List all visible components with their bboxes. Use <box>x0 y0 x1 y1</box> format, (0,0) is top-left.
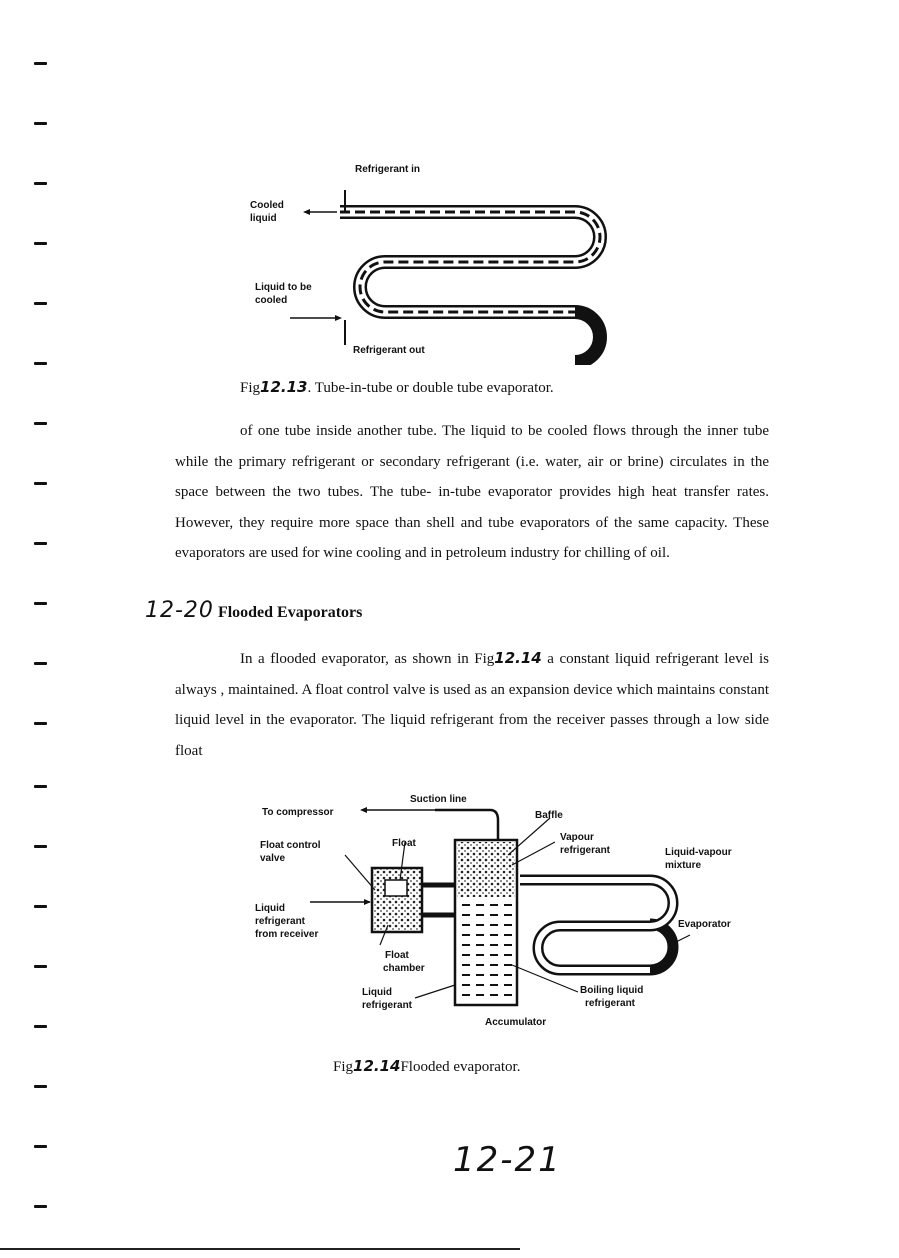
section-number: 12-20 <box>145 598 214 623</box>
label-liquid-refrigerant: refrigerant <box>362 1000 413 1011</box>
margin-dash <box>34 542 47 545</box>
flooded-evaporator-diagram <box>250 780 780 1035</box>
label-suction-line: Suction line <box>410 794 467 805</box>
margin-dash <box>34 662 47 665</box>
tube-in-tube-evaporator-diagram <box>245 150 625 365</box>
figure-1-caption: Fig12.13. Tube-in-tube or double tube evaporator. <box>240 378 554 396</box>
page-number: 12-21 <box>453 1140 562 1180</box>
label-to-compressor: To compressor <box>262 807 334 818</box>
leader-line <box>345 855 375 890</box>
margin-dash <box>34 122 47 125</box>
leader-line <box>508 818 550 855</box>
margin-dash <box>34 1085 47 1088</box>
suction-line <box>435 810 498 840</box>
vapour-region <box>457 842 515 897</box>
margin-dash <box>34 785 47 788</box>
outer-tube-gap <box>340 212 600 312</box>
label-cooled-liquid: liquid <box>250 213 277 224</box>
figure-reference: 12.14 <box>494 649 542 667</box>
label-vapour-refrigerant: refrigerant <box>560 845 611 856</box>
bottom-rule <box>0 1248 520 1250</box>
label-boiling-liquid-refrigerant: Boiling liquid <box>580 985 644 996</box>
label-baffle: Baffle <box>535 810 563 821</box>
label-evaporator: Evaporator <box>678 919 731 930</box>
margin-dash <box>34 482 47 485</box>
body-paragraph-2: In a flooded evaporator, as shown in Fig12.14 a constant liquid refrigerant level is always , maintained. A float control valve is used as an expansion device which maintains constant liquid level in the evaporator. The liquid refrigerant from the receiver passes through a low side float <box>175 649 769 759</box>
label-liquid-refrigerant-from-receiver: Liquid <box>255 903 285 914</box>
label-float-control-valve: valve <box>260 853 286 864</box>
margin-dash <box>34 302 47 305</box>
margin-dash <box>34 1025 47 1028</box>
section-title: Flooded Evaporators <box>217 604 363 621</box>
figure-2-caption: Fig12.14Flooded evaporator. <box>333 1057 521 1075</box>
label-vapour-refrigerant: Vapour <box>560 832 594 843</box>
arrow-head <box>335 315 342 321</box>
margin-dash <box>34 905 47 908</box>
label-float: Float <box>392 838 416 849</box>
margin-dash <box>34 62 47 65</box>
label-liquid-to-be-cooled: Liquid to be <box>255 282 312 293</box>
label-accumulator: Accumulator <box>485 1017 547 1028</box>
label-liquid-refrigerant-from-receiver: from receiver <box>255 929 319 940</box>
label-float-control-valve: Float control <box>260 840 321 851</box>
label-cooled-liquid: Cooled <box>250 200 284 211</box>
label-liquid-refrigerant: Liquid <box>362 987 392 998</box>
label-float-chamber: chamber <box>383 963 425 974</box>
section-heading <box>145 598 362 623</box>
label-boiling-liquid-refrigerant: refrigerant <box>585 998 636 1009</box>
arrow-head <box>303 209 310 215</box>
margin-dash <box>34 965 47 968</box>
margin-dash <box>34 845 47 848</box>
label-liquid-vapour-mixture: mixture <box>665 860 702 871</box>
label-refrigerant-in: Refrigerant in <box>355 164 421 175</box>
label-liquid-to-be-cooled: cooled <box>255 295 288 306</box>
float-chamber <box>372 868 422 932</box>
figure-1-number: 12.13 <box>260 378 308 396</box>
margin-dash <box>34 1205 47 1208</box>
margin-dash <box>34 1145 47 1148</box>
margin-dash <box>34 182 47 185</box>
figure-2-number: 12.14 <box>353 1057 401 1075</box>
label-refrigerant-out: Refrigerant out <box>353 345 425 356</box>
margin-dash <box>34 422 47 425</box>
label-liquid-refrigerant-from-receiver: refrigerant <box>255 916 306 927</box>
margin-dash <box>34 722 47 725</box>
label-float-chamber: Float <box>385 950 409 961</box>
outer-tube <box>340 212 600 362</box>
margin-dash <box>34 362 47 365</box>
label-liquid-vapour-mixture: Liquid-vapour <box>665 847 732 858</box>
margin-dash <box>34 602 47 605</box>
float <box>385 880 407 896</box>
arrow-head <box>360 807 367 813</box>
body-paragraph-1: of one tube inside another tube. The liquid to be cooled flows through the inner tube while the primary refrigerant or secondary refrigerant (i.e. water, air or brine) circulates in the space between the two tubes. The tube- in-tube evaporator provides high heat transfer rates. However, they require more space than shell and tube evaporators of the same capacity. These evaporators are used for wine cooling and in petroleum industry for chilling of oil. <box>175 423 769 561</box>
margin-dash <box>34 242 47 245</box>
arrow-head <box>364 899 371 905</box>
leader-line <box>415 985 455 998</box>
